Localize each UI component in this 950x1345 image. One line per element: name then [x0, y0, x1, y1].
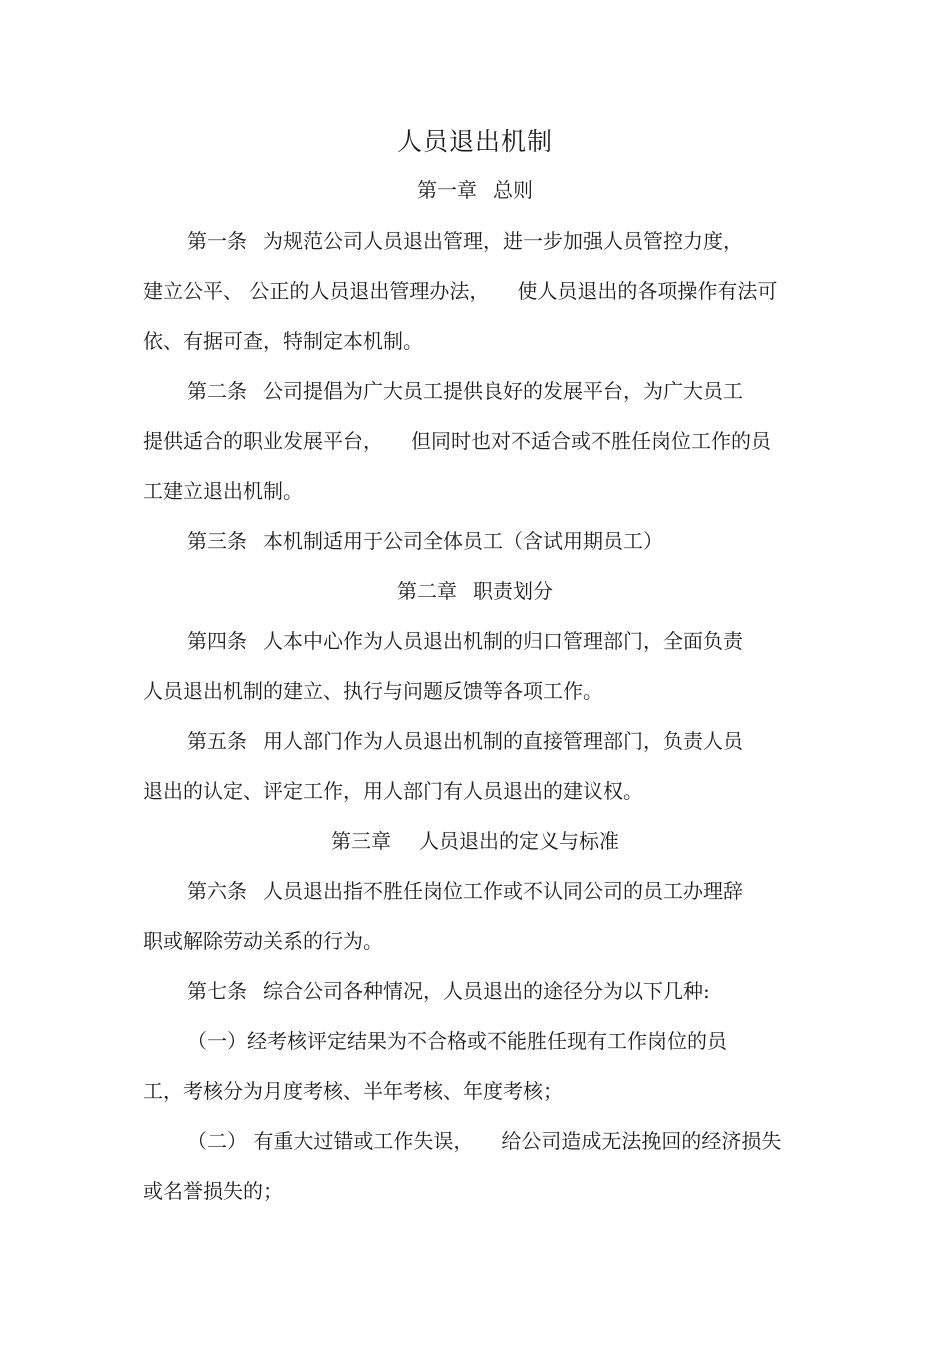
article-5-text-1: 用人部门作为人员退出机制的直接管理部门，负责人员	[263, 729, 743, 753]
chapter-1-title: 总则	[493, 178, 533, 202]
document-title: 人员退出机制	[396, 127, 553, 156]
article-7-text-1: 综合公司各种情况，人员退出的途径分为以下几种:	[263, 979, 710, 1003]
article-1-label: 第一条	[187, 229, 247, 253]
article-4-label: 第四条	[187, 629, 247, 653]
article-3-text-1: 本机制适用于公司全体员工（含试用期员工）	[263, 529, 663, 553]
article-2-text-2a: 提供适合的职业发展平台，	[143, 429, 383, 453]
article-1-text-1: 为规范公司人员退出管理，进一步加强人员管控力度，	[263, 229, 743, 253]
article-1-line-3: 依、有据可查，特制定本机制。	[143, 329, 423, 353]
article-7-line-1	[187, 976, 710, 1006]
article-4-line-1	[187, 626, 743, 656]
article-2-line-3: 工建立退出机制。	[143, 479, 303, 503]
article-5-line-1	[187, 726, 743, 756]
article-1-text-2a: 建立公平、 公正的人员退出管理办法，	[143, 279, 490, 303]
item-2-line-1	[187, 1126, 781, 1156]
article-1-line-2	[143, 276, 777, 306]
article-3-line-1	[187, 526, 663, 556]
article-6-text-1: 人员退出指不胜任岗位工作或不认同公司的员工办理辞	[263, 879, 743, 903]
item-1-line-1: （一）经考核评定结果为不合格或不能胜任现有工作岗位的员	[187, 1029, 727, 1053]
article-5-label: 第五条	[187, 729, 247, 753]
article-4-line-2: 人员退出机制的建立、执行与问题反馈等各项工作。	[143, 679, 603, 703]
article-2-line-1	[187, 376, 743, 406]
article-6-line-1	[187, 876, 743, 906]
chapter-1-number: 第一章	[417, 178, 477, 202]
article-1-line-1	[187, 226, 743, 256]
article-2-text-2b: 但同时也对不适合或不胜任岗位工作的员	[411, 429, 771, 453]
article-1-text-2b: 使人员退出的各项操作有法可	[517, 279, 778, 303]
item-2-text-1a: （二） 有重大过错或工作失误，	[187, 1129, 474, 1153]
article-3-label: 第三条	[187, 529, 247, 553]
chapter-1-heading	[0, 175, 950, 205]
chapter-3-number: 第三章	[331, 829, 391, 853]
article-4-text-1: 人本中心作为人员退出机制的归口管理部门，全面负责	[263, 629, 743, 653]
article-6-label: 第六条	[187, 879, 247, 903]
article-2-line-2	[143, 426, 771, 456]
article-7-label: 第七条	[187, 979, 247, 1003]
item-2-text-1b: 给公司造成无法挽回的经济损失	[501, 1129, 782, 1153]
article-2-text-1: 公司提倡为广大员工提供良好的发展平台，为广大员工	[263, 379, 743, 403]
chapter-2-heading	[0, 576, 950, 606]
article-5-line-2: 退出的认定、评定工作，用人部门有人员退出的建议权。	[143, 779, 643, 803]
article-2-label: 第二条	[187, 379, 247, 403]
item-2-line-2: 或名誉损失的；	[143, 1179, 283, 1203]
chapter-3-title: 人员退出的定义与标准	[419, 829, 619, 853]
chapter-2-title: 职责划分	[473, 579, 553, 603]
chapter-2-number: 第二章	[397, 579, 457, 603]
article-6-line-2: 职或解除劳动关系的行为。	[143, 929, 383, 953]
chapter-3-heading	[0, 826, 950, 856]
item-1-line-2: 工，考核分为月度考核、半年考核、年度考核；	[143, 1079, 563, 1103]
